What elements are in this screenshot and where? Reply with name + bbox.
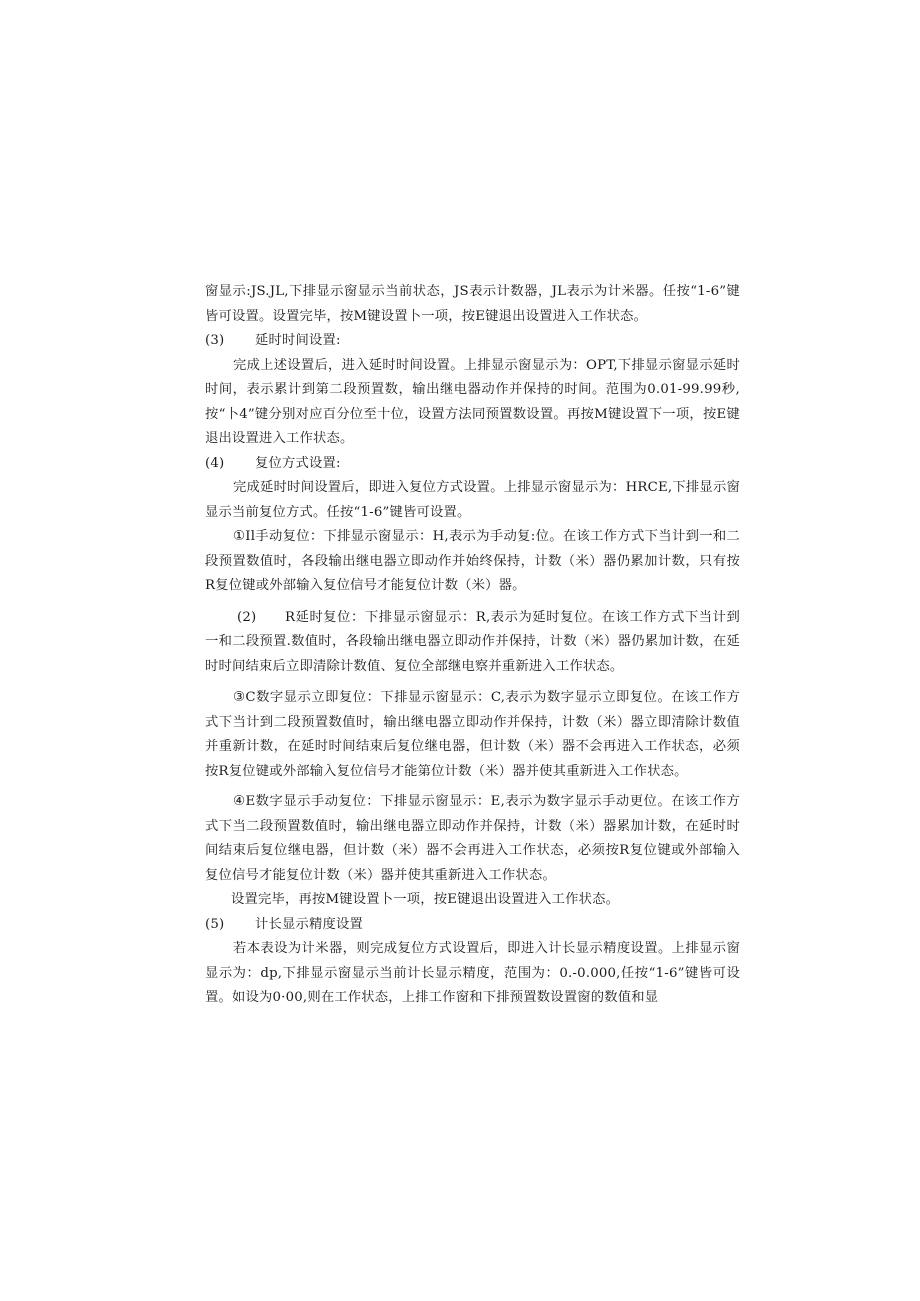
section-3-number: (3) xyxy=(205,333,225,348)
section-5-number: (5) xyxy=(205,916,225,932)
reset-mode-item-3: ③C数字显示立即复位：下排显示窗显示：C,表示为数字显示立即复位。在该工作方式下当计到二段预置数值时，输出继电器立即动作并保持，计数（米）器立即清除计数值并重新计数，在延时时间结束后复位继电器，但计数（米）器不会再进入工作状态，必须按R复位键或外部输入复位信号才能第位计数（米）器并使其重新进入工作状态。 xyxy=(205,690,740,779)
reset-mode-item-2-number: (2) xyxy=(237,609,257,625)
section-3-title: 延时时间设置: xyxy=(255,333,341,348)
intro-paragraph: 窗显示:JS.JL,下排显示窗显示当前状态，JS表示计数器，JL表示为计米器。任按“1-6”键皆可设置。设置完毕，按M键设置卜一项，按E键退出设置进入工作状态。 xyxy=(205,284,740,324)
reset-mode-item-1: ①Il手动复位：下排显示窗显示：H,表示为手动复:位。在该工作方式下当计到一和二段预置数值时，各段输出继电器立即动作并始终保持，计数（米）器仍累加计数，只有按R复位键或外部输入复位信号才能复位计数（米）器。 xyxy=(205,529,740,593)
section-3-heading xyxy=(205,329,740,354)
section-4-title: 复位方式设置: xyxy=(255,455,341,471)
reset-mode-item-2 xyxy=(205,606,740,680)
section-4-number: (4) xyxy=(205,455,225,471)
section-4-body: 完成延时时间设置后，即进入复位方式设置。上排显示窗显示为：HRCE,下排显示窗显示当前复位方式。任按“1-6”键皆可设置。 xyxy=(205,480,740,520)
section-5-body: 若本表设为计米器，则完成复位方式设置后，即进入计长显示精度设置。上排显示窗显示为：dp,下排显示窗显示当前计长显示精度，范围为：0.-0.000,任按“1-6”键皆可设置。如设为0·00,则在工作状态，上排工作窗和下排预置数设置窗的数值和显 xyxy=(205,941,740,1005)
reset-mode-item-2-text: R延时复位：下排显示窗显示：R,表示为延时复位。在该工作方式下当计到一和二段预置.数值时，各段输出继电器立即动作并保持，计数（米）器仍累加计数，在延时时间结束后立即清除计数值、复位全部继电察并重新进入工作状态。 xyxy=(205,609,740,674)
section-5-title: 计长显示精度设置 xyxy=(255,916,363,932)
reset-mode-item-4: ④E数字显示手动复位：下排显示窗显示：E,表示为数字显示手动更位。在该工作方式下当二段预置数值时，输出继电器立即动作并保持，计数（米）器累加计数，在延时时间结束后复位继电器，但计数（米）器不会再进入工作状态，必须按R复位键或外部输入复位信号才能复位计数（米）器并使其重新进入工作状态。 xyxy=(205,794,740,883)
section-5-heading xyxy=(205,913,740,938)
section-4-closing: 设置完毕，再按M键设置卜一项，按E键退出设置进入工作状态。 xyxy=(231,892,620,907)
section-3-body: 完成上述设置后，进入延时时间设置。上排显示窗显示为：OPT,下排显示窗显示延时时间，表示累计到第二段预置数，输出继电器动作并保持的时间。范围为0.01-99.99秒,按“卜4”键分别对应百分位至十位，设置方法同预置数设置。再按M键设置下一项，按E键退出设置进入工作状态。 xyxy=(205,357,740,446)
section-4-heading xyxy=(205,452,740,477)
document-page xyxy=(205,280,740,1011)
